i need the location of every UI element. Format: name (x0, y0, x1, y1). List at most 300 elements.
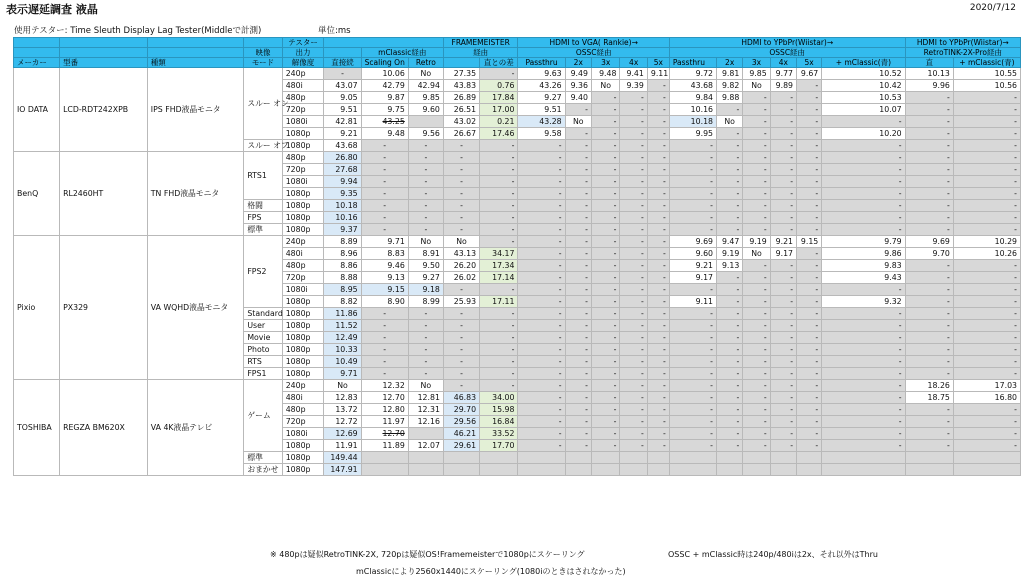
mode-cell: Photo (244, 344, 282, 356)
value-cell: 17.11 (480, 296, 518, 308)
value-cell: - (480, 212, 518, 224)
value-cell: 9.81 (717, 68, 743, 80)
value-cell: - (669, 188, 716, 200)
value-cell: - (480, 152, 518, 164)
value-cell: - (953, 356, 1020, 368)
value-cell: - (565, 128, 591, 140)
value-cell (591, 464, 620, 476)
value-cell: 34.00 (480, 392, 518, 404)
value-cell (905, 464, 953, 476)
value-cell: 43.02 (443, 116, 479, 128)
value-cell (770, 464, 796, 476)
value-cell: 9.89 (770, 80, 796, 92)
value-cell: - (770, 296, 796, 308)
value-cell: - (518, 308, 565, 320)
value-cell (408, 464, 443, 476)
header-vga-5x: 5x (647, 58, 669, 68)
model-cell: RL2460HT (60, 152, 148, 236)
value-cell: - (647, 200, 669, 212)
value-cell: - (797, 332, 822, 344)
resolution-cell: 480i (282, 392, 324, 404)
value-cell (565, 452, 591, 464)
value-cell: - (743, 116, 770, 128)
value-cell: - (770, 308, 796, 320)
value-cell: 12.80 (361, 404, 408, 416)
value-cell: 9.85 (743, 68, 770, 80)
value-cell: - (620, 320, 647, 332)
value-cell: 16.80 (953, 392, 1020, 404)
value-cell: 43.83 (443, 80, 479, 92)
value-cell: - (647, 80, 669, 92)
value-cell: - (905, 320, 953, 332)
value-cell: - (591, 392, 620, 404)
value-cell: 10.18 (324, 200, 361, 212)
header-diff: 直との差 (480, 58, 518, 68)
value-cell: - (647, 368, 669, 380)
value-cell: - (565, 140, 591, 152)
value-cell: - (770, 140, 796, 152)
value-cell: No (324, 380, 361, 392)
value-cell: - (905, 212, 953, 224)
value-cell: - (361, 152, 408, 164)
value-cell: - (620, 176, 647, 188)
value-cell: - (822, 380, 905, 392)
value-cell: - (620, 140, 647, 152)
value-cell: - (669, 152, 716, 164)
value-cell: - (518, 416, 565, 428)
value-cell: - (717, 128, 743, 140)
value-cell: 9.11 (669, 296, 716, 308)
value-cell: 9.79 (822, 236, 905, 248)
value-cell: 16.84 (480, 416, 518, 428)
value-cell: - (953, 296, 1020, 308)
value-cell: 10.52 (822, 68, 905, 80)
header-row-1 (14, 38, 1021, 48)
value-cell: - (717, 152, 743, 164)
value-cell: 9.15 (797, 236, 822, 248)
value-cell: - (822, 332, 905, 344)
header-hdmi-ypbpr-2: OSSC経由 (669, 48, 905, 58)
value-cell: - (408, 188, 443, 200)
value-cell: 10.33 (324, 344, 361, 356)
value-cell: - (361, 176, 408, 188)
value-cell: - (797, 104, 822, 116)
value-cell: - (408, 344, 443, 356)
value-cell: - (822, 164, 905, 176)
value-cell: - (647, 176, 669, 188)
resolution-cell: 1080p (282, 464, 324, 476)
value-cell: - (647, 260, 669, 272)
value-cell: - (361, 332, 408, 344)
value-cell: 9.63 (518, 68, 565, 80)
value-cell: 10.13 (905, 68, 953, 80)
value-cell: - (743, 368, 770, 380)
value-cell: - (620, 212, 647, 224)
value-cell: - (905, 440, 953, 452)
footnote-2: OSSC + mClassic時は240p/480iは2x、それ以外はThru (668, 550, 878, 559)
value-cell: No (743, 248, 770, 260)
value-cell (743, 452, 770, 464)
value-cell: - (565, 416, 591, 428)
value-cell: 18.75 (905, 392, 953, 404)
value-cell: - (620, 128, 647, 140)
value-cell: 0.76 (480, 80, 518, 92)
value-cell: 15.98 (480, 404, 518, 416)
value-cell: - (480, 140, 518, 152)
resolution-cell: 1080p (282, 140, 324, 152)
value-cell: - (905, 188, 953, 200)
value-cell: - (647, 428, 669, 440)
value-cell: - (905, 200, 953, 212)
value-cell: 43.68 (324, 140, 361, 152)
value-cell: - (480, 368, 518, 380)
value-cell: - (620, 188, 647, 200)
value-cell: - (518, 320, 565, 332)
resolution-cell: 1080p (282, 188, 324, 200)
value-cell: - (591, 284, 620, 296)
value-cell: 10.06 (361, 68, 408, 80)
mode-cell: Standard (244, 308, 282, 320)
value-cell: - (797, 356, 822, 368)
value-cell: - (953, 332, 1020, 344)
model-cell: PX329 (60, 236, 148, 380)
value-cell: - (565, 320, 591, 332)
value-cell: - (770, 92, 796, 104)
value-cell: - (591, 260, 620, 272)
value-cell: - (669, 176, 716, 188)
value-cell: 9.75 (361, 104, 408, 116)
value-cell: - (822, 404, 905, 416)
value-cell: 25.93 (443, 296, 479, 308)
value-cell: - (647, 128, 669, 140)
value-cell: - (953, 368, 1020, 380)
value-cell: - (591, 344, 620, 356)
value-cell: 9.77 (770, 68, 796, 80)
value-cell: - (822, 212, 905, 224)
header-tester-3: 解像度 (282, 58, 324, 68)
value-cell: - (591, 164, 620, 176)
value-cell: - (905, 116, 953, 128)
value-cell: - (770, 356, 796, 368)
value-cell: - (797, 80, 822, 92)
value-cell: - (905, 344, 953, 356)
resolution-cell: 480i (282, 80, 324, 92)
value-cell: - (591, 236, 620, 248)
value-cell: - (770, 416, 796, 428)
value-cell: - (443, 152, 479, 164)
value-cell: - (518, 380, 565, 392)
value-cell: - (797, 188, 822, 200)
value-cell: - (822, 224, 905, 236)
value-cell: - (647, 392, 669, 404)
value-cell (822, 452, 905, 464)
value-cell: - (443, 140, 479, 152)
value-cell: - (743, 440, 770, 452)
value-cell: - (408, 320, 443, 332)
header-row-2 (14, 48, 1021, 58)
value-cell: - (620, 332, 647, 344)
value-cell: - (591, 272, 620, 284)
value-cell: 10.42 (822, 80, 905, 92)
value-cell (953, 464, 1020, 476)
header-framemeister-1: FRAMEMEISTER (443, 38, 518, 48)
value-cell: - (822, 284, 905, 296)
header-direct: 直接続 (324, 58, 361, 68)
value-cell: 0.21 (480, 116, 518, 128)
value-cell: - (408, 164, 443, 176)
header-retrotink-2: RetroTINK-2X-Pro経由 (905, 48, 1020, 58)
value-cell: 9.48 (361, 128, 408, 140)
value-cell: - (770, 128, 796, 140)
value-cell: - (953, 176, 1020, 188)
value-cell (408, 452, 443, 464)
value-cell: - (565, 380, 591, 392)
value-cell: - (591, 116, 620, 128)
value-cell: - (717, 404, 743, 416)
value-cell: - (822, 344, 905, 356)
value-cell: - (620, 284, 647, 296)
value-cell: - (717, 164, 743, 176)
value-cell (443, 452, 479, 464)
value-cell: No (565, 116, 591, 128)
value-cell: - (717, 320, 743, 332)
value-cell: 9.49 (565, 68, 591, 80)
value-cell: - (443, 356, 479, 368)
value-cell: - (518, 152, 565, 164)
value-cell (647, 452, 669, 464)
value-cell: - (717, 416, 743, 428)
value-cell: 10.18 (669, 116, 716, 128)
value-cell: - (408, 224, 443, 236)
value-cell: - (647, 248, 669, 260)
value-cell: 12.69 (324, 428, 361, 440)
resolution-cell: 1080p (282, 452, 324, 464)
value-cell (647, 464, 669, 476)
value-cell: - (647, 152, 669, 164)
value-cell: - (822, 200, 905, 212)
value-cell: 9.48 (591, 68, 620, 80)
value-cell: - (647, 344, 669, 356)
value-cell: - (518, 332, 565, 344)
value-cell: - (361, 212, 408, 224)
value-cell: - (565, 332, 591, 344)
value-cell: - (743, 320, 770, 332)
value-cell: 12.31 (408, 404, 443, 416)
value-cell: 8.88 (324, 272, 361, 284)
value-cell: - (669, 344, 716, 356)
value-cell: - (669, 416, 716, 428)
value-cell: 43.07 (324, 80, 361, 92)
value-cell: - (743, 296, 770, 308)
value-cell: 9.19 (717, 248, 743, 260)
value-cell: 11.52 (324, 320, 361, 332)
value-cell: 9.13 (717, 260, 743, 272)
mode-cell: ゲーム (244, 380, 282, 452)
value-cell: - (905, 140, 953, 152)
value-cell: - (822, 440, 905, 452)
value-cell: 27.68 (324, 164, 361, 176)
value-cell: 9.50 (408, 260, 443, 272)
value-cell: - (822, 176, 905, 188)
value-cell: 26.89 (443, 92, 479, 104)
value-cell: - (565, 236, 591, 248)
value-cell: - (361, 320, 408, 332)
value-cell: - (905, 92, 953, 104)
value-cell: 12.72 (324, 416, 361, 428)
value-cell (717, 464, 743, 476)
value-cell: - (953, 128, 1020, 140)
value-cell: 9.60 (669, 248, 716, 260)
value-cell: - (480, 68, 518, 80)
value-cell: - (443, 164, 479, 176)
table-row (14, 236, 1021, 248)
mode-cell: スルー オン (244, 68, 282, 140)
value-cell: - (443, 308, 479, 320)
value-cell: - (647, 416, 669, 428)
value-cell: - (905, 416, 953, 428)
value-cell: - (717, 212, 743, 224)
value-cell: - (953, 152, 1020, 164)
value-cell: - (770, 440, 796, 452)
value-cell: - (743, 188, 770, 200)
value-cell: - (822, 392, 905, 404)
value-cell: 9.85 (408, 92, 443, 104)
value-cell: 9.69 (905, 236, 953, 248)
header-ypbpr-5x: 5x (797, 58, 822, 68)
value-cell: - (408, 152, 443, 164)
value-cell: - (518, 428, 565, 440)
value-cell: - (443, 380, 479, 392)
header-retrotink-1: HDMI to YPbPr(Wiistar)→ (905, 38, 1020, 48)
value-cell: - (905, 164, 953, 176)
value-cell: - (518, 248, 565, 260)
value-cell: - (591, 248, 620, 260)
mode-cell: Movie (244, 332, 282, 344)
header-row-3 (14, 58, 1021, 68)
value-cell: - (770, 164, 796, 176)
value-cell (480, 452, 518, 464)
value-cell: 9.88 (717, 92, 743, 104)
value-cell: - (743, 224, 770, 236)
value-cell: 8.83 (361, 248, 408, 260)
value-cell: 9.13 (361, 272, 408, 284)
value-cell: 26.80 (324, 152, 361, 164)
value-cell: - (620, 224, 647, 236)
mode-cell: RTS (244, 356, 282, 368)
value-cell: 9.21 (770, 236, 796, 248)
value-cell: - (669, 308, 716, 320)
value-cell: - (797, 428, 822, 440)
value-cell: - (647, 440, 669, 452)
value-cell: 43.68 (669, 80, 716, 92)
value-cell: - (669, 332, 716, 344)
value-cell: 9.87 (361, 92, 408, 104)
value-cell: - (408, 332, 443, 344)
value-cell: 9.67 (797, 68, 822, 80)
page-title: 表示遅延調査 液晶 (6, 3, 98, 16)
value-cell: - (822, 320, 905, 332)
value-cell: - (797, 92, 822, 104)
value-cell: 42.79 (361, 80, 408, 92)
value-cell: - (770, 188, 796, 200)
value-cell: 9.83 (822, 260, 905, 272)
resolution-cell: 480i (282, 248, 324, 260)
value-cell: 9.21 (669, 260, 716, 272)
value-cell: - (443, 188, 479, 200)
value-cell: 26.67 (443, 128, 479, 140)
value-cell: - (565, 248, 591, 260)
table-row (14, 68, 1021, 80)
value-cell: - (591, 404, 620, 416)
value-cell: 9.51 (324, 104, 361, 116)
value-cell: 8.99 (408, 296, 443, 308)
value-cell: - (905, 128, 953, 140)
resolution-cell: 1080p (282, 356, 324, 368)
value-cell: 11.91 (324, 440, 361, 452)
resolution-cell: 1080p (282, 320, 324, 332)
resolution-cell: 240p (282, 380, 324, 392)
resolution-cell: 720p (282, 164, 324, 176)
value-cell: 12.49 (324, 332, 361, 344)
value-cell: 8.89 (324, 236, 361, 248)
value-cell: - (408, 308, 443, 320)
value-cell: - (822, 308, 905, 320)
header-framemeister-2: 経由 (443, 48, 518, 58)
value-cell: 13.72 (324, 404, 361, 416)
value-cell: - (443, 368, 479, 380)
value-cell: - (518, 404, 565, 416)
value-cell: - (797, 128, 822, 140)
value-cell: - (565, 188, 591, 200)
value-cell: - (669, 404, 716, 416)
value-cell: - (953, 212, 1020, 224)
value-cell: - (620, 440, 647, 452)
resolution-cell: 480p (282, 92, 324, 104)
value-cell: 10.20 (822, 128, 905, 140)
value-cell: - (822, 428, 905, 440)
value-cell: - (361, 224, 408, 236)
value-cell: - (361, 164, 408, 176)
value-cell: - (717, 176, 743, 188)
value-cell: - (743, 104, 770, 116)
value-cell: - (591, 380, 620, 392)
value-cell: - (408, 356, 443, 368)
value-cell (743, 464, 770, 476)
value-cell (797, 464, 822, 476)
value-cell: - (565, 428, 591, 440)
value-cell: - (797, 212, 822, 224)
value-cell: - (591, 368, 620, 380)
header-ypbpr-3x: 3x (743, 58, 770, 68)
value-cell: 147.91 (324, 464, 361, 476)
value-cell: - (620, 308, 647, 320)
value-cell: - (620, 368, 647, 380)
value-cell: - (443, 344, 479, 356)
value-cell: - (565, 200, 591, 212)
resolution-cell: 720p (282, 416, 324, 428)
value-cell: - (443, 200, 479, 212)
value-cell: 10.29 (953, 236, 1020, 248)
header-maker: メーカー (14, 58, 60, 68)
mode-cell: 格闘 (244, 200, 282, 212)
value-cell: 17.84 (480, 92, 518, 104)
header-hdmi-ypbpr-1: HDMI to YPbPr(Wiistar)→ (669, 38, 905, 48)
value-cell: 11.97 (361, 416, 408, 428)
value-cell: 9.60 (408, 104, 443, 116)
value-cell: 9.95 (669, 128, 716, 140)
value-cell: - (591, 320, 620, 332)
value-cell: - (905, 296, 953, 308)
